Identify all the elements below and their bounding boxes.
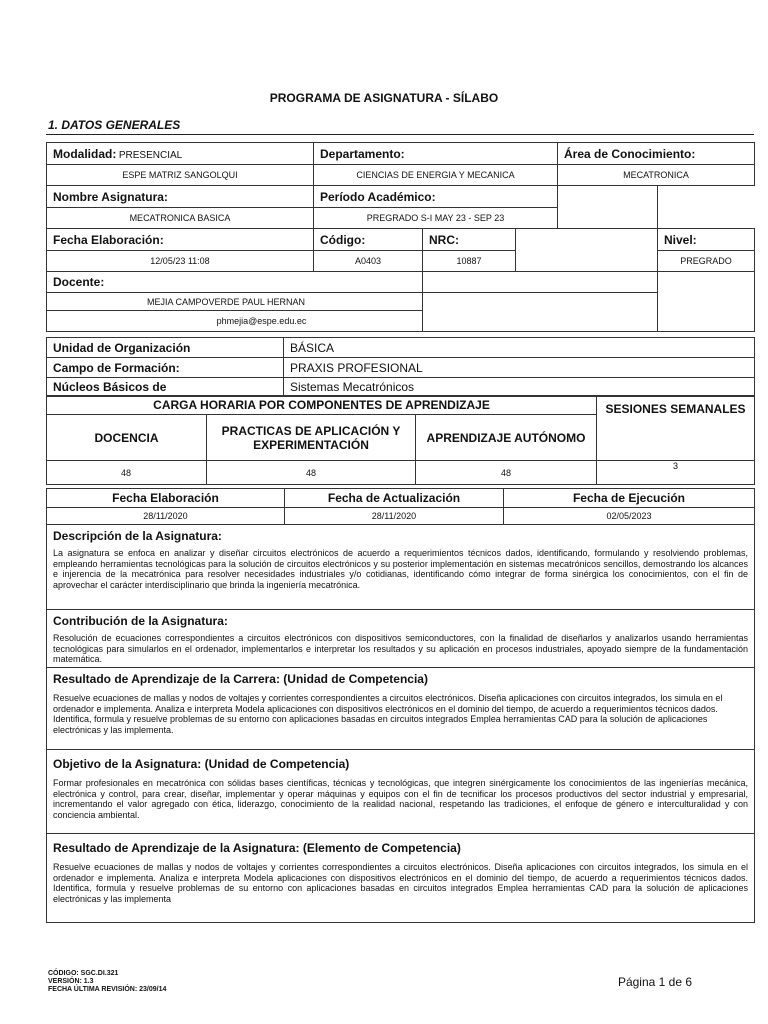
section-heading: 1. DATOS GENERALES	[48, 118, 181, 132]
contribucion-text: Resolución de ecuaciones correspondientes a circuitos electrónicos con dispositivos semiconductores, con la finalidad de diseñarlos y analizarlos usando herramientas tecnológicas para simularlos en el ordenador, implementarlos e interpretar los resultados y su aplicación en procesos industriales, apoyado siempre de la fundamentación matemática.	[53, 633, 748, 665]
practicas-value: 48	[207, 461, 416, 485]
descripcion-cell	[47, 525, 755, 610]
nrc-value: 10887	[423, 251, 516, 272]
unidad-value: BÁSICA	[284, 338, 755, 358]
footer-code: CÓDIGO: SGC.DI.321	[48, 970, 119, 977]
nivel-value: PREGRADO	[658, 251, 755, 272]
fecha-ejecucion-header: Fecha de Ejecución	[504, 489, 755, 508]
area-value: MECATRONICA	[558, 165, 755, 186]
objetivo-cell	[47, 750, 755, 834]
document-title: PROGRAMA DE ASIGNATURA - SÍLABO	[269, 91, 499, 105]
sesiones-label: SESIONES SEMANALES	[597, 396, 755, 461]
contribucion-cell	[47, 610, 755, 668]
modalidad-value: PRESENCIAL	[118, 149, 183, 161]
empty-cell	[658, 186, 755, 229]
footer-version: VERSIÓN: 1.3	[48, 978, 94, 985]
codigo-label: Código:	[314, 229, 423, 251]
resultado-asignatura-text: Resuelve ecuaciones de mallas y nodos de voltajes y corrientes correspondientes a circuitos electrónicos. Diseña aplicaciones con circuitos integrados, los simula en el ordenador e implementa. Analiza e interpreta Modela aplicaciones con dispositivos electrónicos en el dominio del tiempo, de acuerdo a requerimientos técnicos dados. Identifica, formula y resuelve problemas de su entorno con aplicaciones basadas en circuitos integrados Emplea herramientas CAD para la solución de aplicaciones electrónicas y las implementa	[53, 862, 748, 904]
fecha-ejecucion-value: 02/05/2023	[504, 508, 755, 525]
autonomo-label: APRENDIZAJE AUTÓNOMO	[416, 415, 597, 461]
fecha-elaboracion-value: 28/11/2020	[47, 508, 285, 525]
carga-header: CARGA HORARIA POR COMPONENTES DE APRENDIZAJE	[47, 396, 597, 415]
nucleos-label: Núcleos Básicos de	[47, 378, 284, 397]
departamento-label: Departamento:	[314, 143, 558, 165]
page-number: Página 1 de 6	[617, 975, 692, 989]
organization-table	[46, 337, 755, 397]
campo-label: Campo de Formación:	[47, 358, 284, 378]
nrc-label: NRC:	[423, 229, 516, 251]
contribucion-heading: Contribución de la Asignatura:	[53, 614, 228, 628]
campo-value: PRAXIS PROFESIONAL	[284, 358, 755, 378]
docencia-label: DOCENCIA	[47, 415, 207, 461]
fecha-elaboracion-value: 12/05/23 11:08	[47, 251, 314, 272]
resultado-carrera-cell	[47, 668, 755, 750]
fecha-elaboracion-header: Fecha Elaboración	[47, 489, 285, 508]
fecha-actualizacion-header: Fecha de Actualización	[285, 489, 504, 508]
resultado-carrera-text: Resuelve ecuaciones de mallas y nodos de voltajes y corrientes correspondientes a circuitos electrónicos. Diseña aplicaciones con circuitos integrados, los simula en el ordenador e implementa. Analiza e interpreta Modela aplicaciones con dispositivos electrónicos en el dominio del tiempo, de acuerdo a requerimientos técnicos dados. Identifica, formula y resuelve problemas de su entorno con aplicaciones basadas en circuitos integrados Emplea herramientas CAD para la solución de aplicaciones electrónicas y las implementa.	[53, 693, 723, 735]
docente-name: MEJIA CAMPOVERDE PAUL HERNAN	[47, 293, 423, 311]
descripcion-heading: Descripción de la Asignatura:	[53, 529, 222, 543]
fecha-actualizacion-value: 28/11/2020	[285, 508, 504, 525]
fecha-elaboracion-label: Fecha Elaboración:	[47, 229, 314, 251]
periodo-value: PREGRADO S-I MAY 23 - SEP 23	[314, 208, 558, 229]
periodo-label: Período Académico:	[314, 186, 558, 208]
sede-value: ESPE MATRIZ SANGOLQUI	[47, 165, 314, 186]
general-data-table	[46, 142, 755, 332]
sesiones-value: 3	[597, 461, 755, 485]
nombre-asignatura-label: Nombre Asignatura:	[47, 186, 314, 208]
empty-cell	[658, 272, 755, 332]
autonomo-value: 48	[416, 461, 597, 485]
nucleos-value: Sistemas Mecatrónicos	[284, 378, 755, 397]
empty-cell	[558, 186, 658, 229]
nombre-asignatura-value: MECATRONICA BASICA	[47, 208, 314, 229]
unidad-label: Unidad de Organización	[47, 338, 284, 358]
practicas-label: PRACTICAS DE APLICACIÓN Y EXPERIMENTACIÓN	[207, 415, 416, 461]
departamento-value: CIENCIAS DE ENERGIA Y MECANICA	[314, 165, 558, 186]
carga-horaria-table	[46, 395, 755, 485]
area-label: Área de Conocimiento:	[558, 143, 755, 165]
empty-cell	[516, 229, 658, 272]
descripcion-text: La asignatura se enfoca en analizar y diseñar circuitos electrónicos de acuerdo a requerimientos técnicos dados, identificando, formulando y resolviendo problemas, empleando herramientas tecnológicas para la solución de circuitos electrónicos y su posterior implementación en sistemas mecatrónicos sencillos, demostrando los alcances e injerencia de la mecatrónica para resolver necesidades industriales y/o cotidianas, identificando cómo integrar de forma sinérgica los conocimientos, con el fin de aprovechar el carácter interdisciplinario que brinda la ingeniería mecatrónica.	[53, 548, 748, 590]
modalidad-cell	[47, 143, 314, 165]
modalidad-label: Modalidad:	[53, 146, 117, 161]
empty-cell	[423, 293, 658, 332]
codigo-value: A0403	[314, 251, 423, 272]
section-divider	[46, 134, 754, 135]
objetivo-text: Formar profesionales en mecatrónica con sólidas bases científicas, técnicas y tecnológicas, que integren sinérgicamente los conocimientos de las ingenierías mecánica, electrónica y control, para crear, diseñar, implementar y operar máquinas y equipos con el fin de tecnificar los procesos productivos del sector industrial y empresarial, incrementando el valor agregado con ética, liderazgo, conocimiento de la realidad nacional, respetando las tradiciones, el enfoque de género e interculturalidad y con conciencia ambiental.	[53, 778, 748, 820]
docente-label: Docente:	[47, 272, 423, 293]
docencia-value: 48	[47, 461, 207, 485]
resultado-carrera-heading: Resultado de Aprendizaje de la Carrera: (Unidad de Competencia)	[53, 672, 428, 686]
empty-cell	[423, 272, 658, 293]
resultado-asignatura-cell	[47, 834, 755, 923]
objetivo-heading: Objetivo de la Asignatura: (Unidad de Competencia)	[53, 757, 350, 771]
text-sections-table	[46, 524, 755, 923]
document-footer	[48, 970, 166, 994]
docente-email: phmejia@espe.edu.ec	[47, 311, 423, 332]
resultado-asignatura-heading: Resultado de Aprendizaje de la Asignatura: (Elemento de Competencia)	[53, 841, 461, 855]
fechas-table	[46, 488, 755, 525]
footer-revision-date: FECHA ÚLTIMA REVISIÓN: 23/09/14	[48, 986, 167, 993]
nivel-label: Nivel:	[658, 229, 755, 251]
